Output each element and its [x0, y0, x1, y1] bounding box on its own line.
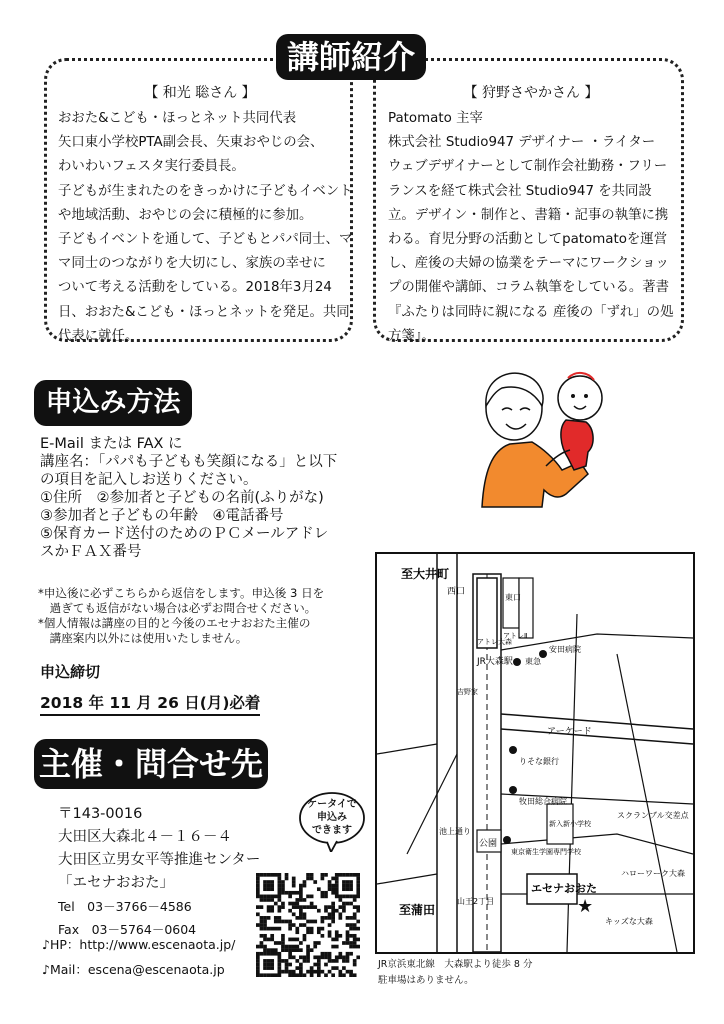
apply-title: 申込み方法	[34, 380, 192, 426]
map-caption-line: JR京浜東北線 大森駅より徒歩 8 分	[378, 959, 533, 970]
map-label-resona: りそな銀行	[519, 757, 559, 766]
map-label-kidsna: キッズな大森	[605, 917, 653, 926]
map-label-atre: アトレ大森	[477, 638, 512, 646]
map-caption-line: 駐車場はありません。	[378, 975, 474, 986]
lecturers-title: 講師紹介	[276, 34, 426, 80]
bio-line: 日、おおた&こども・ほっとネットを発足。共同	[58, 304, 350, 320]
bio-line: 立。デザイン・制作と、書籍・記事の執筆に携	[388, 207, 669, 223]
map-label-arcade: アーケード	[547, 727, 592, 737]
bio-line: プの開催や講師、コラム執筆をしている。著書	[388, 280, 670, 296]
map-label-west-exit: 西口	[447, 587, 466, 597]
bio-line: 子どもが生まれたのをきっかけに子どもイベント	[58, 183, 353, 199]
apply-notes	[38, 586, 324, 646]
bio-line: わる。育児分野の活動としてpatomatoを運営	[388, 232, 668, 248]
contact-hp-link[interactable]: ♪HP：http://www.escenaota.jp/	[42, 937, 236, 952]
bio-line: 方箋』。	[388, 328, 435, 344]
apply-line: E-Mail または FAX に	[40, 436, 183, 452]
escena-star-icon: ★	[577, 896, 594, 917]
contact-tel: Tel 03－3766－4586	[58, 899, 192, 914]
bio-line: わいわいフェスタ実行委員長。	[58, 159, 245, 175]
access-map	[375, 552, 695, 954]
bio-line: や地域活動、おやじの会に積極的に参加。	[58, 207, 313, 223]
map-label-scramble: スクランブル交差点	[617, 811, 689, 820]
deadline-date: 2018 年 11 月 26 日(月)必着	[40, 691, 260, 716]
map-label-eisei: 東京衛生学園専門学校	[511, 848, 581, 856]
apply-instructions	[40, 435, 337, 561]
map-label-east-exit: 東口	[505, 593, 521, 602]
map-label-ikegami: 池上通り	[439, 827, 471, 836]
contact-title: 主催・問合せ先	[34, 739, 268, 789]
bio-line: 『ふたりは同時に親になる 産後の「ずれ」の処	[388, 304, 674, 320]
map-caption	[378, 957, 533, 989]
bubble-line: できます	[312, 825, 352, 836]
map-label-north: 至大井町	[401, 567, 450, 581]
baby-head	[558, 376, 602, 420]
map-label-escena: エセナおおた	[531, 882, 597, 895]
map-label-south: 至蒲田	[399, 903, 436, 917]
contact-fax: Fax 03－5764－0604	[58, 922, 197, 937]
contact-facility: 「エセナおおた」	[58, 875, 174, 891]
note-line: *個人情報は講座の目的と今後のエセナおおた主催の	[38, 616, 311, 630]
bio-line: 株式会社 Studio947 デザイナー ・ライター	[388, 135, 656, 151]
apply-line: ①住所 ②参加者と子どもの名前(ふりがな)	[40, 490, 324, 506]
bubble-text	[297, 798, 367, 837]
lecturer-right-bio	[388, 107, 673, 349]
qr-code[interactable]	[256, 873, 360, 977]
deadline-label: 申込締切	[40, 663, 101, 681]
bio-line: 子どもイベントを通して、子どもとパパ同士、マ	[58, 232, 353, 248]
map-label-yasuda: 安田病院	[549, 645, 581, 654]
map-label-tokyu: 東急	[525, 657, 541, 666]
bio-line: マ同士のつながりを大切にし、家族の幸せに	[58, 256, 326, 272]
apply-line: ⑤保育カード送付のためのＰＣメールアドレ	[40, 526, 329, 542]
note-line: *申込後に必ずこちらから返信をします。申込後 3 日を	[38, 586, 325, 600]
bio-line: Patomato 主宰	[388, 111, 483, 126]
bio-line: 代表に就任。	[58, 328, 139, 344]
note-line: 過ぎても返信がない場合は必ずお問合せください。	[38, 601, 317, 615]
lecturer-left-name: 【 和光 聡さん 】	[144, 85, 256, 101]
apply-line: 講座名：「パパも子どもも笑顔になる」と以下	[40, 454, 338, 470]
contact-mail-link[interactable]: ♪Mail：escena@escenaota.jp	[42, 962, 225, 977]
contact-details	[58, 803, 260, 941]
baby-body	[561, 420, 593, 470]
bio-line: し、産後の夫婦の協業をテーマにワークショッ	[388, 256, 669, 272]
map-label-atre2: アトレⅡ	[503, 632, 528, 640]
contact-postal: 〒143-0016	[58, 806, 143, 822]
contact-org: 大田区立男女平等推進センター	[58, 852, 261, 868]
map-label-park: 公園	[479, 839, 498, 849]
note-line: 講座案内以外には使用いたしません。	[38, 631, 248, 645]
bio-line: ウェブデザイナーとして制作会社勤務・フリー	[388, 159, 668, 175]
lecturer-right-name: 【 狩野さやかさん 】	[463, 85, 599, 101]
lecturer-left-bio	[58, 107, 353, 349]
map-label-yoshinoya: 吉野家	[457, 688, 478, 696]
map-label-sanno: 山王2丁目	[457, 897, 495, 906]
contact-address: 大田区大森北４－１６－４	[58, 829, 232, 845]
apply-line: の項目を記入しお送りください。	[40, 472, 258, 488]
bio-line: ついて考える活動をしている。2018年3月24	[58, 280, 332, 296]
map-label-station: JR大森駅	[477, 657, 513, 667]
apply-line: ③参加者と子どもの年齢 ④電話番号	[40, 508, 284, 524]
bio-line: おおた&こども・ほっとネット共同代表	[58, 111, 297, 126]
bio-line: 矢口東小学校PTA副会長、矢東おやじの会、	[58, 135, 324, 151]
bubble-line: ケータイで	[307, 799, 357, 810]
parent-baby-illustration	[462, 362, 638, 512]
bio-line: ランスを経て株式会社 Studio947 を共同設	[388, 183, 652, 199]
bubble-line: 申込み	[317, 812, 347, 823]
map-label-shinjuku-school: 新入新小学校	[549, 820, 591, 828]
map-label-hellowork: ハローワーク大森	[621, 869, 685, 878]
apply-line: スかＦＡＸ番号	[40, 544, 142, 560]
map-drawing	[377, 554, 693, 952]
map-label-makita: 牧田総合病院	[519, 797, 567, 806]
